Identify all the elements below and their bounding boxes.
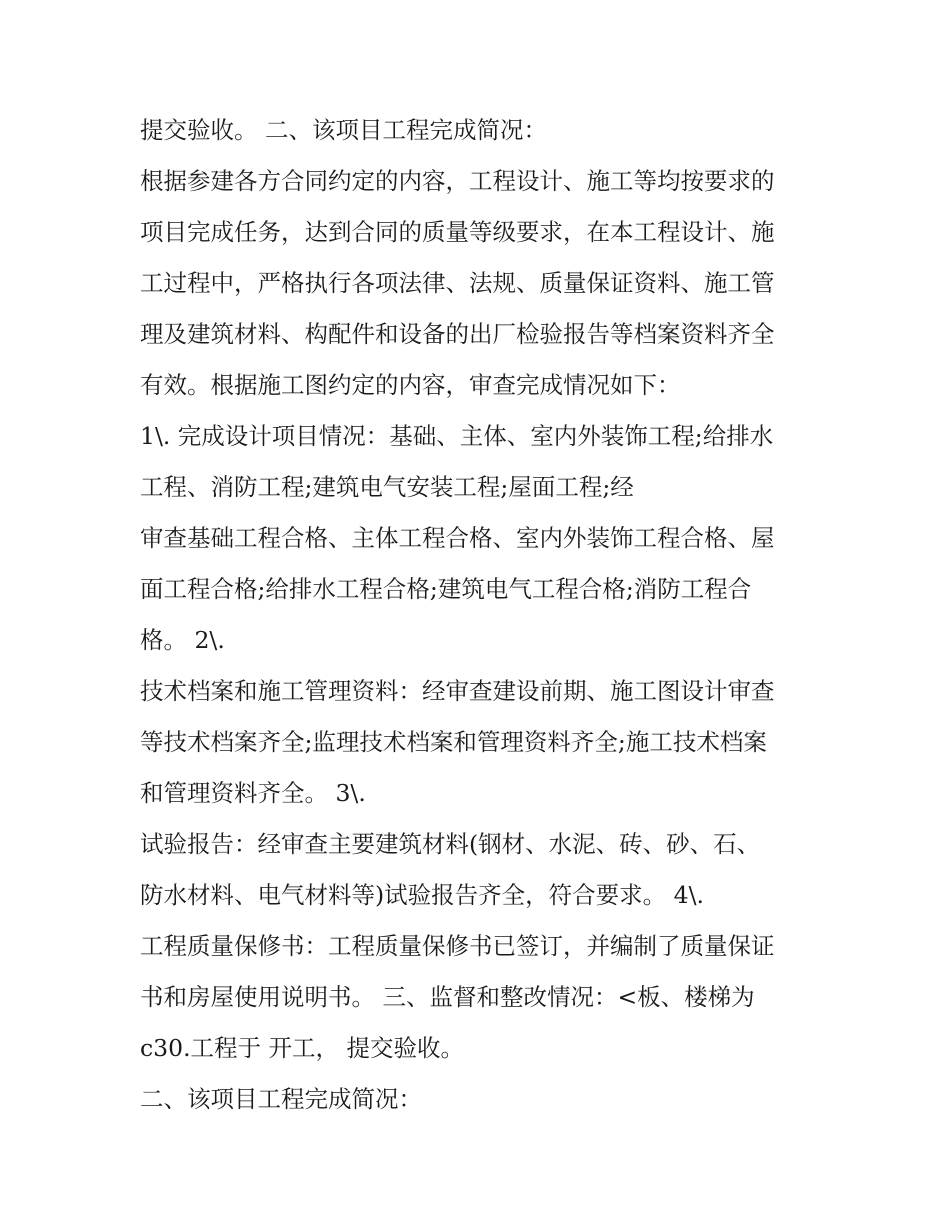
text-line: 书和房屋使用说明书。 三、监督和整改情况：<板、楼梯为 xyxy=(140,983,755,1011)
text-line: 等技术档案齐全;监理技术档案和管理资料齐全;施工技术档案 xyxy=(140,728,767,756)
text-line: 技术档案和施工管理资料：经审查建设前期、施工图设计审查 xyxy=(140,677,775,705)
text-line: 根据参建各方合同约定的内容，工程设计、施工等均按要求的 xyxy=(140,167,775,195)
text-line: 和管理资料齐全。 3\. xyxy=(140,779,366,807)
document-body xyxy=(140,108,820,1128)
text-line: 提交验收。 二、该项目工程完成简况： xyxy=(140,116,547,144)
text-line: 工过程中，严格执行各项法律、法规、质量保证资料、施工管 xyxy=(140,269,775,297)
text-line: 工程、消防工程;建筑电气安装工程;屋面工程;经 xyxy=(140,473,634,501)
text-line: 1\. 完成设计项目情况：基础、主体、室内外装饰工程;给排水 xyxy=(140,422,774,450)
text-line: 面工程合格;给排水工程合格;建筑电气工程合格;消防工程合 xyxy=(140,575,752,603)
text-line: 二、该项目工程完成简况： xyxy=(140,1085,422,1113)
text-line: 防水材料、电气材料等)试验报告齐全，符合要求。 4\. xyxy=(140,881,704,909)
text-line: 工程质量保修书：工程质量保修书已签订，并编制了质量保证 xyxy=(140,932,775,960)
text-line: 试验报告：经审查主要建筑材料(钢材、水泥、砖、砂、石、 xyxy=(140,830,761,858)
text-line: 审查基础工程合格、主体工程合格、室内外装饰工程合格、屋 xyxy=(140,524,775,552)
text-line: 有效。根据施工图约定的内容，审查完成情况如下： xyxy=(140,371,681,399)
text-line: 理及建筑材料、构配件和设备的出厂检验报告等档案资料齐全 xyxy=(140,320,775,348)
text-line: c30.工程于 开工， 提交验收。 xyxy=(140,1034,464,1062)
text-line: 格。 2\. xyxy=(140,626,225,654)
text-line: 项目完成任务，达到合同的质量等级要求，在本工程设计、施 xyxy=(140,218,775,246)
